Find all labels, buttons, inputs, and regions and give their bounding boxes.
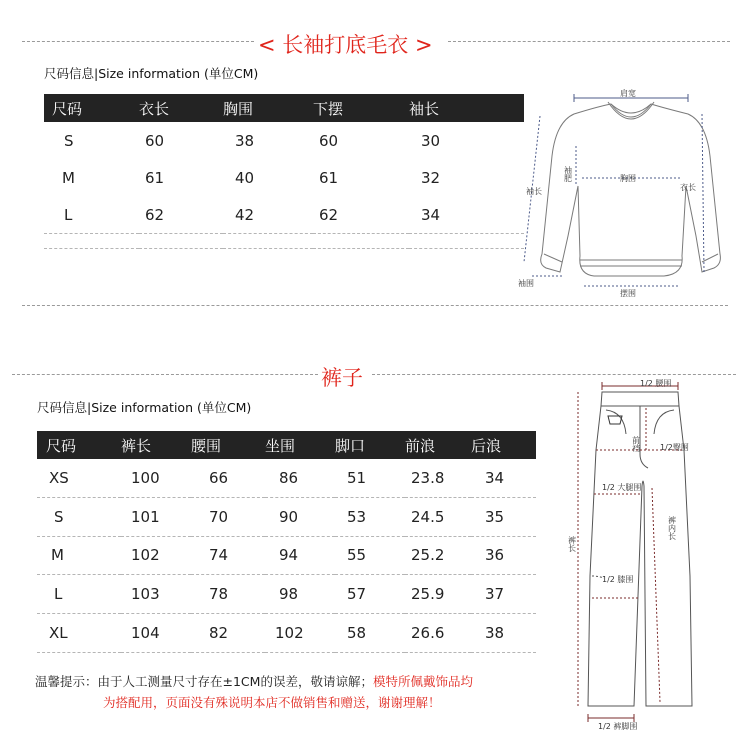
cell-size: M bbox=[62, 168, 75, 187]
cell-front-rise: 25.2 bbox=[405, 536, 471, 575]
sweater-title: < 长袖打底毛衣 > bbox=[258, 33, 433, 57]
notice-text: 温馨提示：由于人工测量尺寸存在±1CM的误差，敬请谅解； bbox=[35, 674, 373, 689]
cell-size: XS bbox=[37, 459, 121, 497]
sweater-diagram bbox=[514, 86, 738, 304]
label-chest: 胸围 bbox=[620, 174, 636, 183]
label-length: 裤长 bbox=[568, 536, 577, 552]
notice-highlight: 模特所佩戴饰品均 bbox=[372, 674, 473, 689]
header-sleeve: 袖长 bbox=[409, 94, 524, 122]
label-sleeve-width: 袖肥 bbox=[563, 166, 573, 182]
cell-hip: 86 bbox=[265, 459, 335, 497]
pants-top-divider-left bbox=[12, 374, 318, 375]
pants-diagram bbox=[568, 376, 718, 734]
pants-size-info-label: 尺码信息|Size information (单位CM) bbox=[37, 400, 252, 415]
table-row bbox=[37, 536, 536, 575]
cell-length: 101 bbox=[121, 497, 191, 536]
cell-size: M bbox=[37, 536, 121, 575]
cell-length: 100 bbox=[121, 459, 191, 497]
label-waist: 1/2 腰围 bbox=[640, 379, 672, 388]
cell-hem: 62 bbox=[313, 196, 409, 234]
header-hip: 坐围 bbox=[265, 431, 335, 459]
cell-hem: 55 bbox=[335, 536, 405, 575]
cell-hem: 51 bbox=[335, 459, 405, 497]
header-chest: 胸围 bbox=[223, 94, 313, 122]
cell-hem: 53 bbox=[335, 497, 405, 536]
label-thigh: 1/2 大腿围 bbox=[602, 483, 642, 492]
cell-length: 104 bbox=[121, 614, 191, 653]
cell-sleeve: 30 bbox=[421, 131, 441, 150]
sweater-size-table bbox=[44, 94, 524, 249]
label-front-rise: 前裆 bbox=[631, 436, 641, 452]
cell-back-rise: 36 bbox=[471, 536, 536, 575]
cell-front-rise: 26.6 bbox=[405, 614, 471, 653]
pants-title: 裤子 bbox=[321, 366, 363, 390]
table-row bbox=[44, 159, 524, 196]
cell-waist: 82 bbox=[191, 614, 265, 653]
table-row bbox=[37, 614, 536, 653]
cell-hip: 94 bbox=[265, 536, 335, 575]
table-row-empty bbox=[44, 234, 524, 249]
cell-waist: 66 bbox=[191, 459, 265, 497]
pants-top-divider-right bbox=[372, 374, 736, 375]
cell-length: 103 bbox=[121, 575, 191, 614]
label-inseam: 裤内长 bbox=[667, 516, 677, 540]
cell-length: 62 bbox=[139, 196, 223, 234]
notice-line-2: 为搭配用，页面没有殊说明本店不做销售和赠送，谢谢理解！ bbox=[103, 695, 441, 710]
label-hip: 1/2臀围 bbox=[660, 443, 689, 452]
cell-length: 60 bbox=[145, 131, 165, 150]
label-body-length: 衣长 bbox=[680, 183, 696, 192]
sweater-bottom-divider bbox=[22, 305, 728, 306]
cell-hem: 61 bbox=[319, 168, 339, 187]
cell-size: L bbox=[37, 575, 121, 614]
cell-hip: 102 bbox=[265, 614, 335, 653]
header-length: 衣长 bbox=[139, 94, 223, 122]
cell-size: L bbox=[44, 196, 139, 234]
cell-back-rise: 38 bbox=[471, 614, 536, 653]
cell-length: 102 bbox=[121, 536, 191, 575]
cell-front-rise: 23.8 bbox=[405, 459, 471, 497]
cell-size: S bbox=[37, 497, 121, 536]
cell-chest: 38 bbox=[235, 131, 255, 150]
cell-sleeve: 34 bbox=[409, 196, 524, 234]
pants-size-table bbox=[37, 431, 536, 653]
header-hem: 下摆 bbox=[313, 94, 409, 122]
sweater-top-divider-right bbox=[448, 41, 730, 42]
pants-table-header bbox=[37, 431, 536, 459]
cell-hip: 98 bbox=[265, 575, 335, 614]
cell-back-rise: 35 bbox=[471, 497, 536, 536]
cell-hem: 57 bbox=[335, 575, 405, 614]
label-sleeve-length: 袖长 bbox=[526, 187, 542, 196]
cell-chest: 40 bbox=[235, 168, 255, 187]
label-knee: 1/2 膝围 bbox=[602, 575, 634, 584]
cell-waist: 78 bbox=[191, 575, 265, 614]
cell-waist: 74 bbox=[191, 536, 265, 575]
table-row bbox=[37, 459, 536, 497]
sweater-size-info-label: 尺码信息|Size information (单位CM) bbox=[44, 66, 259, 81]
cell-hem: 60 bbox=[319, 131, 339, 150]
cell-waist: 70 bbox=[191, 497, 265, 536]
cell-front-rise: 25.9 bbox=[405, 575, 471, 614]
header-size: 尺码 bbox=[37, 431, 121, 459]
header-length: 裤长 bbox=[121, 431, 191, 459]
label-shoulder: 肩宽 bbox=[620, 89, 636, 98]
cell-length: 61 bbox=[145, 168, 165, 187]
header-size: 尺码 bbox=[44, 94, 139, 122]
header-waist: 腰围 bbox=[191, 431, 265, 459]
cell-back-rise: 34 bbox=[471, 459, 536, 497]
sweater-top-divider-left bbox=[22, 41, 254, 42]
table-row bbox=[37, 497, 536, 536]
cell-hip: 90 bbox=[265, 497, 335, 536]
header-back-rise: 后浪 bbox=[471, 431, 536, 459]
label-hem: 1/2 裤脚围 bbox=[598, 722, 638, 731]
table-row bbox=[44, 122, 524, 159]
label-cuff: 袖围 bbox=[518, 279, 534, 288]
cell-back-rise: 37 bbox=[471, 575, 536, 614]
cell-size: S bbox=[64, 131, 74, 150]
notice-line-1 bbox=[35, 671, 473, 692]
table-row bbox=[37, 575, 536, 614]
sweater-table-header bbox=[44, 94, 524, 122]
cell-front-rise: 24.5 bbox=[405, 497, 471, 536]
header-front-rise: 前浪 bbox=[405, 431, 471, 459]
header-hem: 脚口 bbox=[335, 431, 405, 459]
cell-chest: 42 bbox=[223, 196, 313, 234]
cell-sleeve: 32 bbox=[421, 168, 441, 187]
label-hem: 摆围 bbox=[620, 289, 636, 298]
table-row bbox=[44, 196, 524, 234]
cell-size: XL bbox=[37, 614, 121, 653]
cell-hem: 58 bbox=[335, 614, 405, 653]
